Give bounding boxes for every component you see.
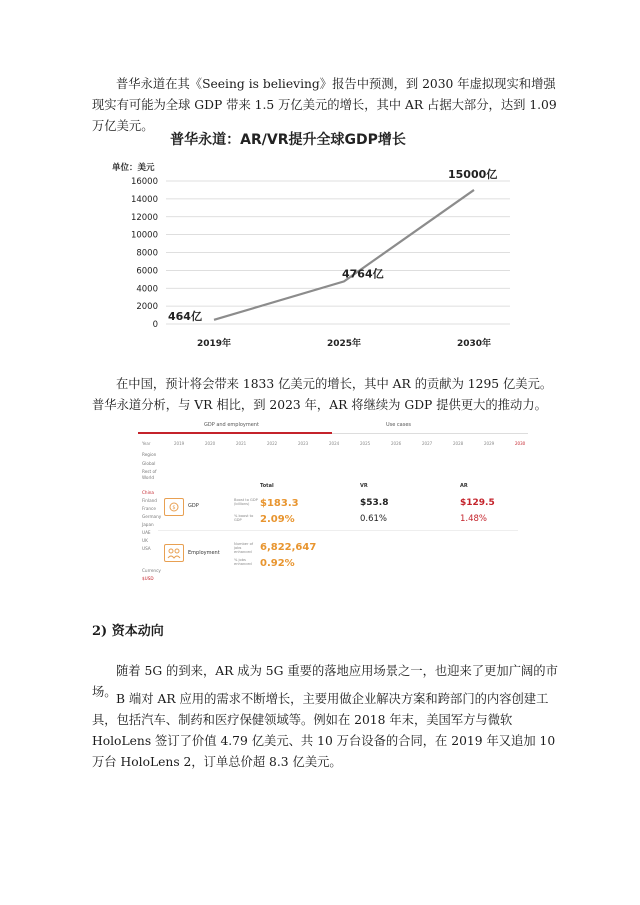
sidebar-option[interactable]: France: [142, 506, 156, 511]
sidebar-option[interactable]: Germany: [142, 514, 162, 519]
active-tab-underline: [138, 432, 332, 434]
y-tick-label: 8000: [136, 248, 158, 259]
year-option[interactable]: 2026: [391, 441, 402, 446]
gdp-ar-pct: 1.48%: [460, 514, 488, 524]
gdp-growth-chart: [108, 118, 528, 358]
sidebar-option[interactable]: Finland: [142, 498, 157, 503]
gdp-pct-label: % boost to GDP: [234, 514, 254, 522]
data-label: 15000亿: [448, 167, 498, 181]
china-paragraph: 在中国，预计将会带来 1833 亿美元的增长，其中 AR 的贡献为 1295 亿美元。普华永道分析，与 VR 相比，到 2023 年，AR 将继续为 GDP 提供更大的推动力。: [92, 377, 553, 412]
year-option[interactable]: 2028: [453, 441, 464, 446]
year-option[interactable]: 2027: [422, 441, 433, 446]
b-end-paragraph: B 端对 AR 应用的需求不断增长，主要用做企业解决方案和跨部门的内容创建工具，包括汽车、制药和医疗保健领域等。例如在 2018 年末，美国军方与微软 HoloLens 签订了价值 4.79 亿美元、共 10 万台设备的合同，在 2019 年又追加 10 万台 HoloLens 2，订单总价超 8.3 亿美元。: [92, 692, 556, 769]
column-ar: AR: [460, 483, 468, 489]
sidebar-option[interactable]: UK: [142, 538, 148, 543]
emp-total-pct: 0.92%: [260, 558, 295, 569]
gdp-label: GDP: [188, 503, 199, 509]
year-row-label: Year: [142, 441, 151, 446]
5g-paragraph: 随着 5G 的到来，AR 成为 5G 重要的落地应用场景之一，也迎来了更加广阔的市场。: [92, 664, 558, 699]
sidebar-option[interactable]: World: [142, 475, 155, 480]
sidebar-option[interactable]: Global: [142, 461, 156, 466]
y-tick-label: 10000: [130, 230, 158, 241]
section-heading-capital: 2) 资本动向: [92, 624, 164, 639]
sidebar-option[interactable]: China: [142, 490, 154, 495]
chart-series: [214, 190, 474, 320]
y-tick-label: 16000: [130, 177, 158, 187]
gdp-ar-value: $129.5: [460, 498, 495, 508]
y-tick-label: 4000: [136, 284, 158, 295]
gdp-boost-label: Boost to GDP (billions): [234, 498, 258, 506]
inactive-tab-underline: [332, 433, 528, 434]
year-option[interactable]: 2021: [236, 441, 247, 446]
year-option[interactable]: 2025: [360, 441, 371, 446]
gdp-vr-value: $53.8: [360, 498, 389, 508]
emp-pct-label: % jobs enhanced: [234, 558, 252, 566]
chart-title: 普华永道：AR/VR提升全球GDP增长: [170, 132, 406, 148]
y-tick-label: 12000: [130, 212, 158, 223]
gdp-vr-pct: 0.61%: [360, 514, 388, 524]
intro-paragraph: 普华永道在其《Seeing is believing》报告中预测，到 2030 年虚拟现实和增强现实有可能为全球 GDP 带来 1.5 万亿美元的增长，其中 AR 占据大部分，达到 1.09 万亿美元。: [92, 77, 557, 133]
chart-x-ticks: [197, 337, 491, 349]
gdp-total-value: $183.3: [260, 498, 299, 509]
column-vr: VR: [360, 483, 368, 489]
svg-text:$: $: [172, 505, 176, 511]
series-line: [214, 190, 474, 320]
table-tab-bar: [138, 418, 528, 438]
chart-y-ticks: [131, 177, 158, 330]
year-option[interactable]: 2019: [174, 441, 185, 446]
data-label: 464亿: [168, 309, 202, 323]
chart-y-unit: 单位：美元: [112, 163, 155, 173]
y-tick-label: 6000: [136, 266, 158, 277]
table-divider: [158, 530, 518, 531]
gdp-icon: [164, 498, 184, 516]
y-tick-label: 0: [152, 320, 158, 330]
year-option[interactable]: 2020: [205, 441, 216, 446]
pwc-gdp-table-screenshot: [138, 418, 528, 588]
column-total: Total: [260, 483, 274, 489]
employment-icon: [164, 544, 184, 562]
employment-label: Employment: [188, 550, 220, 556]
sidebar-option[interactable]: Japan: [142, 522, 154, 527]
x-tick-label: 2030年: [456, 339, 492, 349]
sidebar-option[interactable]: Rest of: [142, 469, 157, 474]
emp-jobs-label: Number of jobs enhanced: [234, 542, 254, 554]
y-tick-label: 2000: [136, 302, 158, 313]
tab-gdp-employment[interactable]: GDP and employment: [204, 422, 259, 428]
sidebar-option[interactable]: Currency: [142, 568, 161, 573]
data-label: 4764亿: [342, 267, 384, 281]
emp-total-value: 6,822,647: [260, 542, 317, 553]
chart-gridlines: [166, 181, 510, 324]
y-tick-label: 14000: [130, 194, 158, 205]
year-option[interactable]: 2023: [298, 441, 309, 446]
x-tick-label: 2025年: [326, 339, 362, 349]
year-option[interactable]: 2029: [484, 441, 495, 446]
tab-use-cases[interactable]: Use cases: [386, 422, 412, 428]
sidebar-option[interactable]: Region: [142, 452, 157, 457]
year-option[interactable]: 2024: [329, 441, 340, 446]
year-option[interactable]: 2030: [515, 441, 526, 446]
chart-data-labels: [168, 167, 497, 323]
x-tick-label: 2019年: [196, 339, 232, 349]
sidebar-option[interactable]: $USD: [142, 576, 154, 581]
year-option[interactable]: 2022: [267, 441, 278, 446]
sidebar-option[interactable]: USA: [142, 546, 151, 551]
gdp-total-pct: 2.09%: [260, 514, 295, 525]
sidebar-option[interactable]: UAE: [142, 530, 151, 535]
